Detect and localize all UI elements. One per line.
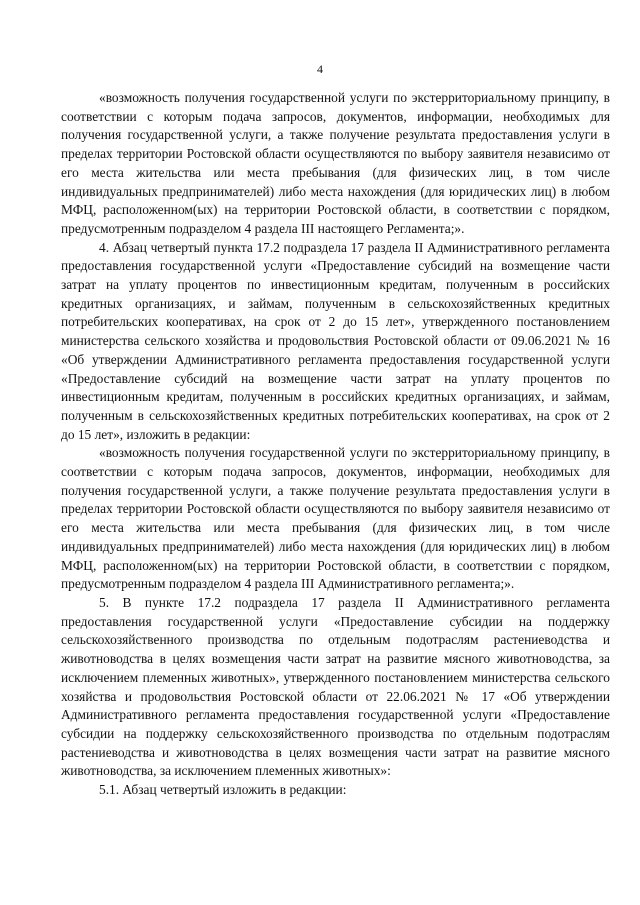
paragraph-quoted-amendment-1: «возможность получения государственной услуги по экстерриториальному принципу, в соответствии с которым подача запросов, документов, информации, необходимых для получения государственной услуги, а также получение результата предоставления услуги в пределах территории Ростовской области осуществляются по выбору заявителя независимо от его места жительства или места пребывания (для физических лиц, в том числе индивидуальных предпринимателей) либо места нахождения (для юридических лиц) в любом МФЦ, расположенном(ых) на территории Ростовской области, в соответствии с порядком, предусмотренным подразделом 4 раздела III настоящего Регламента;». xyxy=(61,90,610,236)
paragraph-item-5-1: 5.1. Абзац четвертый изложить в редакции: xyxy=(99,782,347,798)
document-body xyxy=(61,89,610,800)
paragraph-quoted-amendment-2: «возможность получения государственной услуги по экстерриториальному принципу, в соответствии с которым подача запросов, документов, информации, необходимых для получения государственной услуги, а также получение результата предоставления услуги в пределах территории Ростовской области осуществляются по выбору заявителя независимо от его места жительства или места пребывания (для физических лиц, в том числе индивидуальных предпринимателей) либо места нахождения (для юридических лиц) в любом МФЦ, расположенном(ых) на территории Ростовской области, в соответствии с порядком, предусмотренным подразделом 4 раздела III Административного регламента;». xyxy=(61,445,610,592)
page-number: 4 xyxy=(317,62,323,76)
paragraph-item-4: 4. Абзац четвертый пункта 17.2 подраздела 17 раздела II Административного регламента предоставления государственной услуги «Предоставление субсидий на возмещение части затрат на уплату процентов по инвестиционным кредитам, полученным в российских кредитных организациях, и займам, полученным в сельскохозяйственных кредитных потребительских кооперативах, на срок от 2 до 15 лет», утвержденного постановлением министерства сельского хозяйства и продовольствия Ростовской области от 09.06.2021 № 16 «Об утверждении Административного регламента предоставления государственной услуги «Предоставление субсидий на возмещение части затрат на уплату процентов по инвестиционным кредитам, полученным в российских кредитных организациях, и займам, полученным в сельскохозяйственных кредитных потребительских кооперативах, на срок от 2 до 15 лет», изложить в редакции: xyxy=(61,239,610,442)
paragraph-item-5: 5. В пункте 17.2 подраздела 17 раздела II Административного регламента предоставления государственной услуги «Предоставление субсидии на поддержку сельскохозяйственного производства по отдельным подотраслям растениеводства и животноводства в целях возмещения части затрат на развитие мясного животноводства, за исключением племенных животных», утвержденного постановлением министерства сельского хозяйства и продовольствия Ростовской области от 22.06.2021 № 17 «Об утверждении Административного регламента предоставления государственной услуги «Предоставление субсидии на поддержку сельскохозяйственного производства по отдельным подотраслям растениеводства и животноводства в целях возмещения части затрат на развитие мясного животноводства, за исключением племенных животных»: xyxy=(61,594,610,779)
